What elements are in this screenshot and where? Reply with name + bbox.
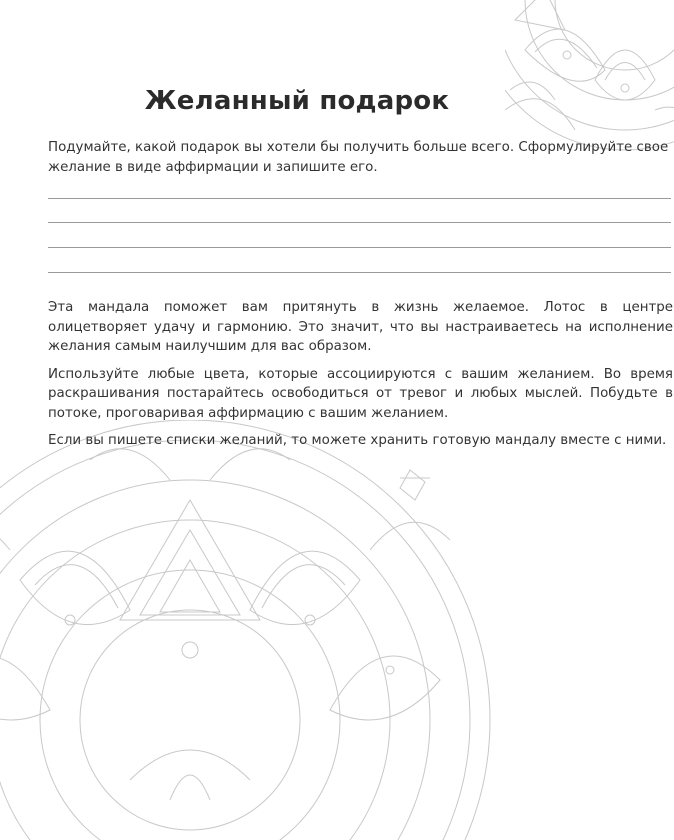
intro-text: Подумайте, какой подарок вы хотели бы получить больше всего. Сформулируйте свое желание в виде аффирмации и запишите его. <box>48 140 669 175</box>
paragraph: Используйте любые цвета, которые ассоциируются с вашим желанием. Во время раскрашивания постарайтесь освободиться от тревог и любых мыслей. Побудьте в потоке, проговаривая аффирмацию с вашим желанием. <box>48 366 673 421</box>
paragraph: Эта мандала поможет вам притянуть в жизнь желаемое. Лотос в центре олицетворяет удачу и гармонию. Это значит, что вы настраиваетесь на исполнение желания самым наилучшим для вас образом. <box>48 300 673 354</box>
page-title: Желанный подарок <box>144 86 450 116</box>
paragraph: Если вы пишете списки желаний, то можете хранить готовую мандалу вместе с ними. <box>48 433 667 448</box>
mandala-ornament-icon <box>0 420 510 840</box>
writing-line[interactable] <box>48 247 671 248</box>
writing-line[interactable] <box>48 198 671 199</box>
writing-line[interactable] <box>48 272 671 273</box>
mandala-ornament-icon <box>505 0 674 160</box>
instructions <box>48 298 673 459</box>
writing-line[interactable] <box>48 222 671 223</box>
